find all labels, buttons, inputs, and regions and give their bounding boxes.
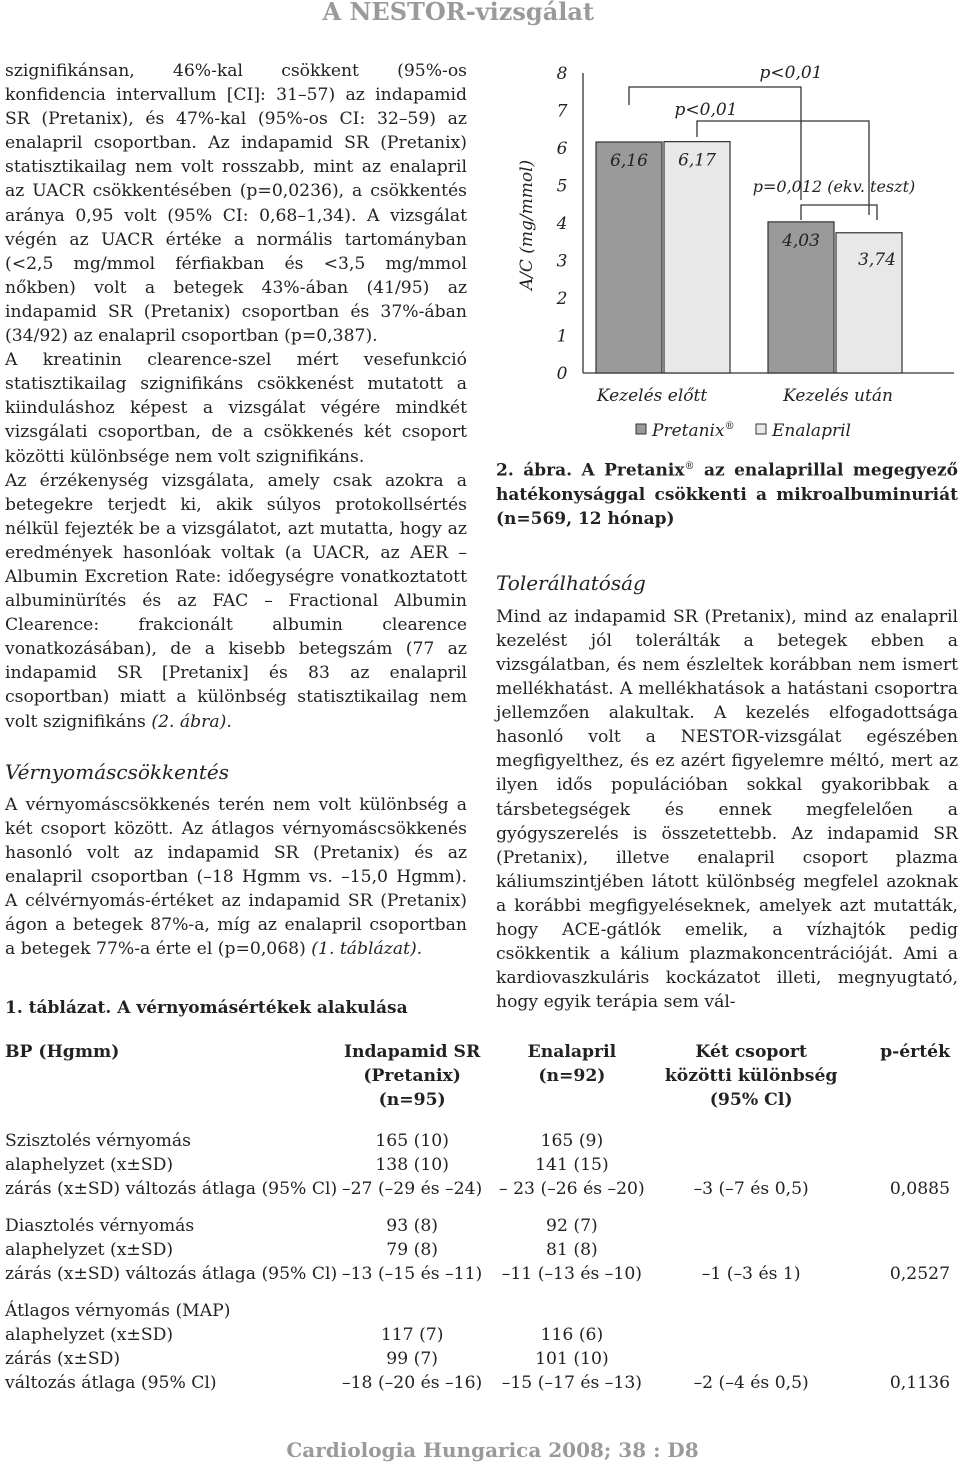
body-paragraph: A vérnyomáscsökkenés terén nem volt különbség a két csoport között. Az átlagos vérnyomáscsökkenés hasonló volt az indapamid SR (Pretanix) és az enalapril csoportban (–18 Hgmm vs. –15,0 Hgmm). A célvérnyomás-értéket az indapamid SR (Pretanix) ágon a betegek 87%-a, míg az enalapril csoportban a betegek 77%-a érte el (p=0,068) (1. táblázat). xyxy=(5,794,467,960)
p-value-annotation: p<0,01 xyxy=(759,63,823,83)
table-row: zárás (x±SD) változás átlaga (95% Cl) –13 (–15 és –11) –11 (–13 és –10) –1 (–3 és 1) 0,2527 xyxy=(5,1264,950,1284)
section-heading: Vérnyomáscsökkentés xyxy=(5,759,229,784)
bar-value-label: 6,16 xyxy=(610,151,648,171)
body-paragraph: A kreatinin clearence-szel mért vesefunkció statisztikailag szignifikáns csökkenést mutatott a kiinduláshoz képest a vizsgálat végére mindkét vizsgálati csoportban, de a csökkenés két csoport közötti különbsége nem volt szignifikáns. xyxy=(5,350,467,467)
table-row: zárás (x±SD) 99 (7) 101 (10) xyxy=(5,1349,609,1369)
section-heading: Tolerálhatóság xyxy=(496,570,646,595)
figure-reference: (2. ábra). xyxy=(151,711,232,732)
col-header-p-value: p-érték xyxy=(880,1042,950,1062)
table-row: alaphelyzet (x±SD) 117 (7) 116 (6) xyxy=(5,1325,604,1345)
y-tick-label: 7 xyxy=(556,101,568,122)
blood-pressure-table xyxy=(5,1040,950,1395)
y-tick-label: 3 xyxy=(556,251,568,272)
legend-label: Enalapril xyxy=(772,421,851,441)
y-tick-label: 8 xyxy=(556,64,568,84)
y-axis-label: A/C (mg/mmol) xyxy=(517,159,537,291)
legend-swatch-enalapril xyxy=(756,424,766,434)
y-tick-label: 6 xyxy=(556,139,568,159)
table-title: 1. táblázat. A vérnyomásértékek alakulása xyxy=(5,998,408,1018)
y-tick-label: 0 xyxy=(556,364,568,384)
col-header-indapamid: Indapamid SR (Pretanix) (n=95) xyxy=(344,1042,481,1110)
table-row: alaphelyzet (x±SD) 138 (10) 141 (15) xyxy=(5,1155,609,1175)
legend-label: Pretanix® xyxy=(652,421,735,441)
table-row: alaphelyzet (x±SD) 79 (8) 81 (8) xyxy=(5,1240,598,1260)
bracket-after-equivalence xyxy=(801,205,877,220)
y-tick-label: 4 xyxy=(556,214,568,234)
bar-pretanix-before xyxy=(596,142,662,373)
y-tick-label: 5 xyxy=(556,176,568,197)
table-group-row: Átlagos vérnyomás (MAP) xyxy=(5,1301,231,1321)
table-row: zárás (x±SD) változás átlaga (95% Cl) –27 (–29 és –24) – 23 (–26 és –20) –3 (–7 és 0,5) 0,0885 xyxy=(5,1179,950,1199)
table-row: változás átlaga (95% Cl) –18 (–20 és –16) –15 (–17 és –13) –2 (–4 és 0,5) 0,1136 xyxy=(5,1373,950,1393)
table-reference: (1. táblázat). xyxy=(311,939,423,960)
p-value-annotation: p<0,01 xyxy=(674,100,738,120)
p-value-annotation: p=0,012 (ekv. teszt) xyxy=(752,177,916,196)
legend-swatch-pretanix xyxy=(636,424,646,434)
table-group-row: Diasztolés vérnyomás 93 (8) 92 (7) xyxy=(5,1216,598,1236)
bar-value-label: 6,17 xyxy=(678,150,716,171)
table-group-row: Szisztolés vérnyomás 165 (10) 165 (9) xyxy=(5,1131,604,1151)
y-tick-label: 1 xyxy=(556,326,568,347)
body-paragraph: Mind az indapamid SR (Pretanix), mind az enalapril kezelést jól tolerálták a betegek ebben a vizsgálatban, és nem észleltek korábban nem ismert mellékhatást. A mellékhatások a hatástani csoportra jellemzően alakultak. A kezelés elfogadottsága hasonló volt a NESTOR-vizsgálat egészében megfigyelthez, és ez azért figyelemre méltó, mert az ilyen idős populációban sokkal gyakoribbak a társbetegségek és ennek megfelelően a gyógyszerelés is összetettebb. Az indapamid SR (Pretanix), illetve enalapril csoport plazma káliumszintjében látott különbség megfelel azoknak a korábbi megfigyeléseknek, amelyek azt mutatták, hogy ACE-gátlók emelik, a vízhajtók pedig csökkentik a kálium plazmakoncentrációját. Ami a kardiovaszkuláris kockázatot illeti, megnyugtató, hogy egyik terápia sem vál- xyxy=(496,606,958,1013)
bar-enalapril-before xyxy=(664,142,730,373)
left-column xyxy=(5,59,467,961)
table-header-row xyxy=(5,1040,950,1112)
col-header-bp: BP (Hgmm) xyxy=(5,1042,120,1062)
col-header-enalapril: Enalapril (n=92) xyxy=(527,1042,617,1086)
figure-caption: 2. ábra. A Pretanix® az enalaprillal megegyező hatékonysággal csökkenti a mikroalbuminuriát (n=569, 12 hónap) xyxy=(496,460,958,529)
right-column xyxy=(496,455,958,1014)
body-paragraph: Az érzékenység vizsgálata, amely csak azokra a betegekre terjedt ki, akik súlyos protokollsértés nélkül fejezték be a vizsgálatot, azt mutatta, hogy az eredmények hasonlóak voltak (a UACR, az AER – Albumin Excretion Rate: időegységre vonatkoztatott albuminürítés és az FAC – Fractional Albumin Clearence: frakcionált albumin clearence vonatkozásában), de a kisebb betegszám (77 az indapamid SR [Pretanix] és 83 az enalapril csoportban) miatt a különbség statisztikailag nem volt szignifikáns (2. ábra). xyxy=(5,470,467,732)
running-title: A NESTOR-vizsgálat xyxy=(322,0,594,26)
col-header-difference: Két csoport közötti különbség (95% Cl) xyxy=(664,1042,838,1110)
bar-value-label: 4,03 xyxy=(782,230,820,251)
body-paragraph: szignifikánsan, 46%-kal csökkent (95%-os konfidencia intervallum [CI]: 31–57) az indapamid SR (Pretanix), és 47%-kal (95%-os CI: 32–59) az enalapril csoportban. Az indapamid SR (Pretanix) statisztikailag nem volt rosszabb, mint az enalapril az UACR csökkentésében (p=0,0236), a csökkentés aránya 0,95 volt (95% CI: 0,68–1,34). A vizsgálat végén az UACR értéke a normális tartományban (<2,5 mg/mmol férfiakban és <3,5 mg/mmol nőkben) volt a betegek 43%-ában (41/95) az indapamid SR (Pretanix) csoportban és 37%-ában (34/92) az enalapril csoportban (p=0,387). xyxy=(5,61,467,347)
x-category-label: Kezelés előtt xyxy=(596,386,708,406)
y-tick-label: 2 xyxy=(556,289,568,309)
x-category-label: Kezelés után xyxy=(783,386,893,406)
albuminuria-bar-chart xyxy=(496,55,960,450)
journal-footer: Cardiologia Hungarica 2008; 38 : D8 xyxy=(286,1438,699,1462)
bar-value-label: 3,74 xyxy=(858,249,896,270)
